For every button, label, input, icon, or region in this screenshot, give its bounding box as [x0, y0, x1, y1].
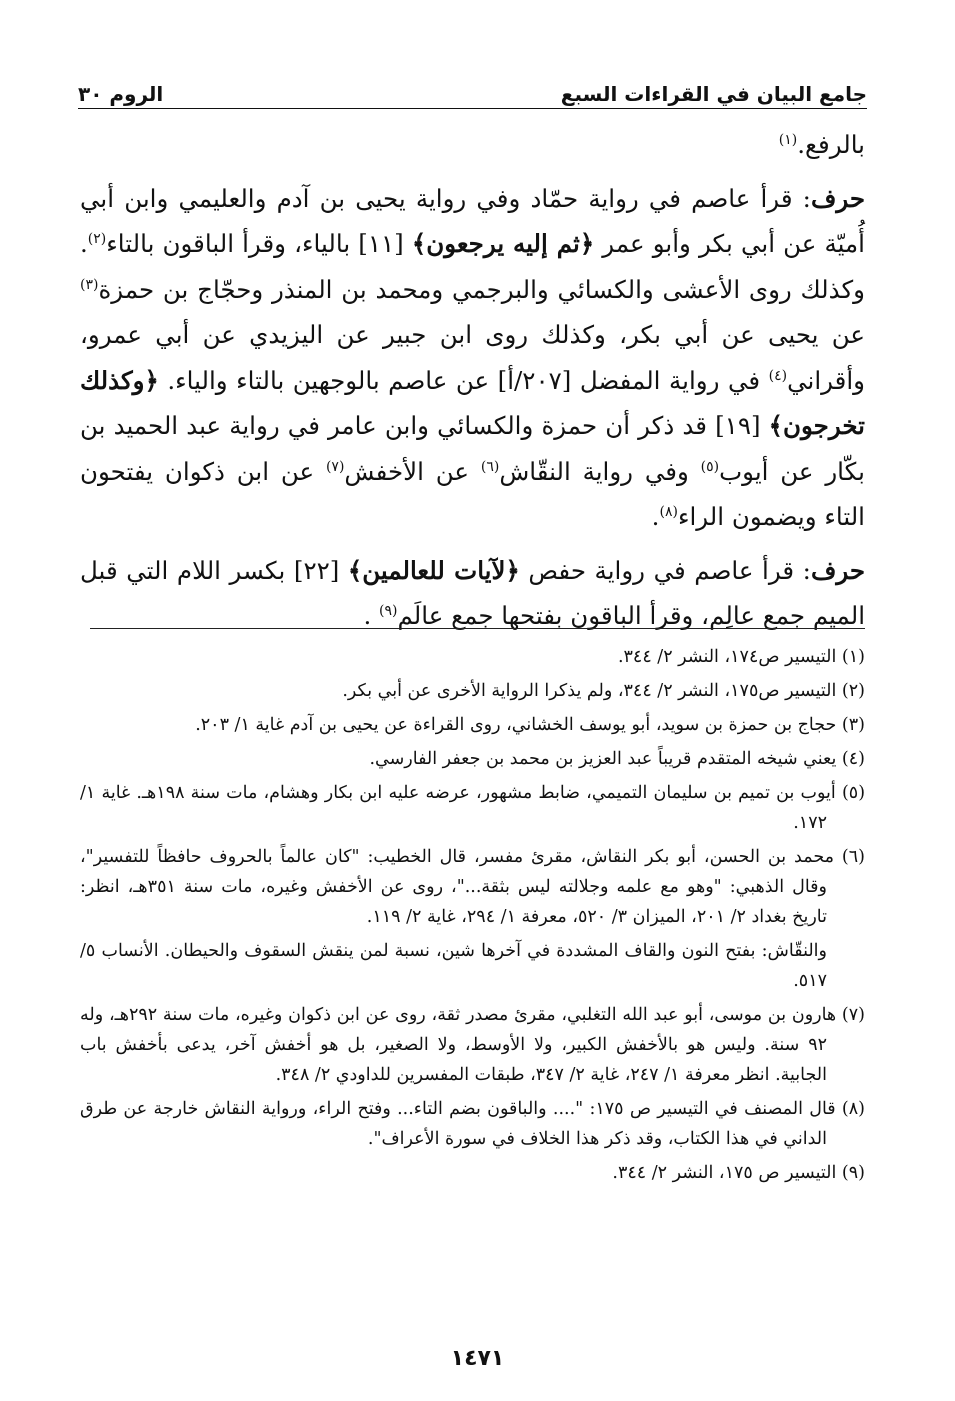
quran-phrase: ﴿وكذلك تخرجون﴾ [80, 365, 865, 440]
footnote-9: (٩) التيسير ص ١٧٥، النشر ٢/ ٣٤٤. [612, 1163, 865, 1183]
text-run: [١٩] قد ذكر أن حمزة والكسائي وابن عامر في رواية عبد الحميد بن بكّار عن أيوب [80, 411, 865, 486]
harf-label: حرف [810, 555, 865, 585]
main-text [80, 122, 865, 639]
paragraph-harf-2 [80, 548, 865, 639]
text-run: عن الأخفش [344, 456, 481, 486]
text-run: بالرفع. [797, 130, 865, 159]
paragraph-continuation [80, 122, 865, 168]
text-run: . [651, 502, 660, 531]
footnote-8: (٨) قال المصنف في التيسير ص ١٧٥: ".... والباقون بضم التاء... وفتح الراء، ورواية النقاش خارجة عن طرق الداني في هذا الكتاب، وقد ذكر هذا الخلاف في سورة الأعراف". [80, 1099, 865, 1149]
quran-phrase: ﴿ثم إليه يرجعون﴾ [411, 229, 595, 258]
footnote-ref: (٣) [80, 276, 99, 293]
text-run: : قرأ عاصم في رواية حمّاد وفي رواية يحيى بن آدم والعليمي وابن أبي أُميّة عن أبي بكر وأبو عمر [80, 183, 865, 258]
footnotes [80, 642, 865, 1192]
harf-label: حرف [810, 183, 865, 213]
footnote-1: (١) التيسير ص١٧٤، النشر ٢/ ٣٤٤. [617, 647, 865, 667]
text-run: [٢٢] بكسر اللام التي قبل الميم جمع عالِم، وقرأ الباقون بفتحها جمع عالَم [80, 555, 865, 630]
text-run: . وكذلك روى الأعشى والكسائي والبرجمي ومحمد بن المنذر وحجّاج بن حمزة [80, 229, 865, 304]
footnote-ref: (٤) [768, 367, 788, 384]
footnote-ref: (٨) [659, 503, 678, 520]
footnote-ref: (٥) [700, 458, 720, 475]
footnote-divider [90, 628, 865, 629]
footnote-ref: (٢) [87, 230, 107, 247]
footnote-3: (٣) حجاج بن حمزة بن سويد، أبو يوسف الخشاني، روى القراءة عن يحيى بن آدم غاية ١/ ٢٠٣. [195, 715, 865, 735]
paragraph-harf-1 [80, 176, 865, 540]
header-rule [78, 108, 867, 109]
footnote-ref: (٧) [325, 458, 345, 475]
footnote-6-continuation: والنقّاش: بفتح النون والقاف المشددة في آخرها شين، نسبة لمن ينقش السقوف والحيطان. الأنساب ٥/ ٥١٧. [80, 941, 827, 991]
footnote-ref: (١) [778, 131, 798, 148]
page-number: ١٤٧١ [450, 1346, 505, 1371]
footnote-ref: (٦) [480, 458, 500, 475]
text-run: عن يحيى عن أبي بكر، وكذلك روى ابن جبير عن اليزيدي عن أبي عمرو، وأقراني [80, 320, 865, 395]
footnote-4: (٤) يعني شيخه المتقدم قريباً عبد العزيز بن محمد بن جعفر الفارسي. [369, 749, 865, 769]
text-run: وفي رواية النقّاش [499, 456, 701, 486]
footnote-6: (٦) محمد بن الحسن، أبو بكر النقاش، مقرئ مفسر، قال الخطيب: "كان عالماً بالحروف حافظاً للتفسير"، وقال الذهبي: "وهو مع علمه وجلالته ليس بثقة..."، روى عن الأخفش وغيره، مات سنة ٣٥١هـ، انظر: تاريخ بغداد ٢/ ٢٠١، الميزان ٣/ ٥٢٠، معرفة ١/ ٢٩٤، غاية ٢/ ١١٩. [80, 847, 865, 927]
surah-label: الروم ٣٠ [78, 82, 164, 106]
footnote-ref: (٩) [379, 602, 398, 619]
quran-phrase: ﴿لآيات للعالمين﴾ [347, 555, 520, 585]
text-run: عن ابن ذكوان يفتحون التاء ويضمون الراء [80, 456, 865, 531]
text-run: . [363, 601, 380, 630]
text-run: : قرأ عاصم في رواية حفص [519, 555, 811, 585]
footnote-5: (٥) أيوب بن تميم بن سليمان التميمي، ضابط مشهور، عرضه عليه ابن بكار وهشام، مات سنة ١٩٨هـ. غاية ١/ ١٧٢. [80, 783, 866, 833]
text-run: [١١] بالياء، وقرأ الباقون بالتاء [106, 229, 412, 258]
book-title: جامع البيان في القراءات السبع [560, 82, 867, 106]
text-run: في رواية المفضل [٢٠٧/أ] عن عاصم بالوجهين بالتاء والياء. [158, 365, 769, 395]
running-header [78, 66, 867, 106]
footnote-2: (٢) التيسير ص١٧٥، النشر ٢/ ٣٤٤، ولم يذكرا الرواية الأخرى عن أبي بكر. [342, 681, 865, 701]
footnote-7: (٧) هارون بن موسى، أبو عبد الله التغلبي، مقرئ مصدر ثقة، روى عن ابن ذكوان وغيره، مات سنة ٢٩٢هـ، وله ٩٢ سنة. وليس هو بالأخفش الكبير، ولا الأوسط، ولا الصغير، بل هو أخفش آخر، يدعى بأخفش باب الجابية. انظر معرفة ١/ ٢٤٧، غاية ٢/ ٣٤٧، طبقات المفسرين للداودي ٢/ ٣٤٨. [80, 1005, 865, 1085]
